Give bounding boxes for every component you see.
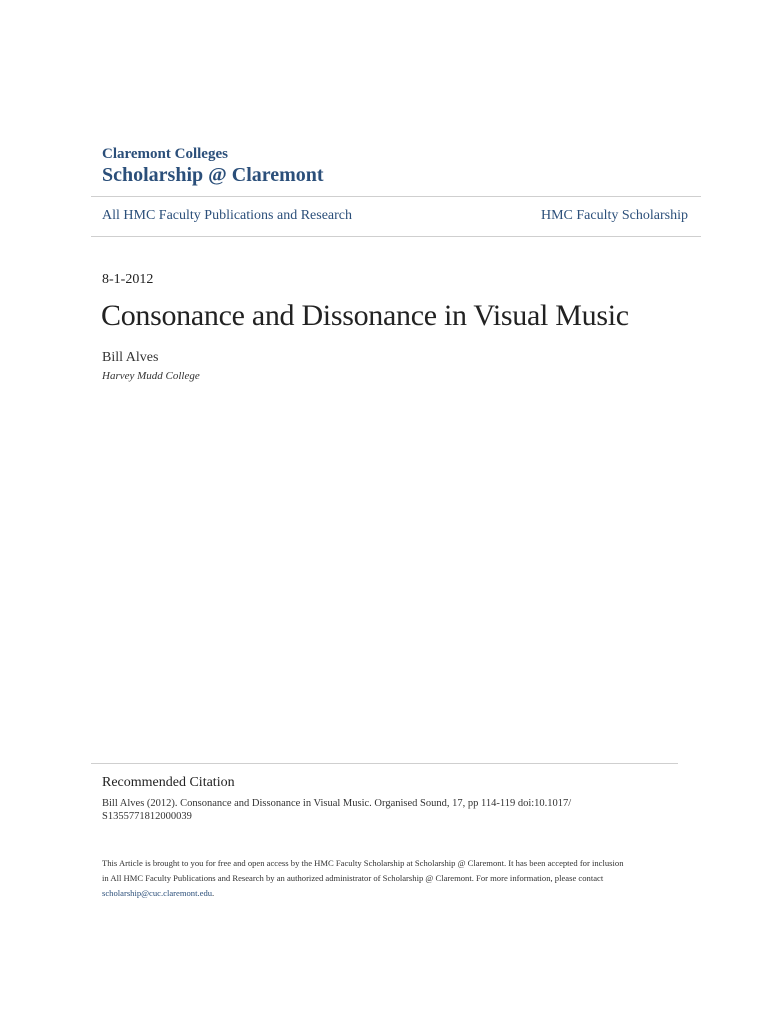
institution-name: Claremont Colleges <box>102 146 228 162</box>
notice-period: . <box>212 888 215 898</box>
notice-line: in All HMC Faculty Publications and Research by an authorized administrator of Scholarship @ Claremont. For more information, please contact <box>102 873 604 883</box>
repository-name: Scholarship @ Claremont <box>102 164 324 186</box>
author-affiliation: Harvey Mudd College <box>102 370 200 382</box>
citation-text <box>102 797 662 823</box>
citation-line: Bill Alves (2012). Consonance and Dissonance in Visual Music. Organised Sound, 17, pp 114-119 doi:10.1017/ <box>102 798 572 809</box>
citation-divider <box>91 763 678 764</box>
notice-line: This Article is brought to you for free and open access by the HMC Faculty Scholarship at Scholarship @ Claremont. It has been accepted for inclusion <box>102 858 624 868</box>
author-name: Bill Alves <box>102 350 159 365</box>
series-link[interactable]: HMC Faculty Scholarship <box>541 208 688 223</box>
citation-heading: Recommended Citation <box>102 775 235 790</box>
article-title: Consonance and Dissonance in Visual Music <box>101 299 629 332</box>
repository-brand[interactable] <box>102 146 324 187</box>
header-divider-bottom <box>91 236 701 237</box>
collection-link[interactable]: All HMC Faculty Publications and Research <box>102 208 353 223</box>
contact-email-link[interactable]: scholarship@cuc.claremont.edu <box>102 888 213 898</box>
header-divider-top <box>91 196 701 197</box>
citation-line: S1355771812000039 <box>102 811 192 822</box>
publication-date: 8-1-2012 <box>102 272 154 287</box>
access-notice <box>102 856 682 901</box>
notice-line <box>102 886 682 901</box>
